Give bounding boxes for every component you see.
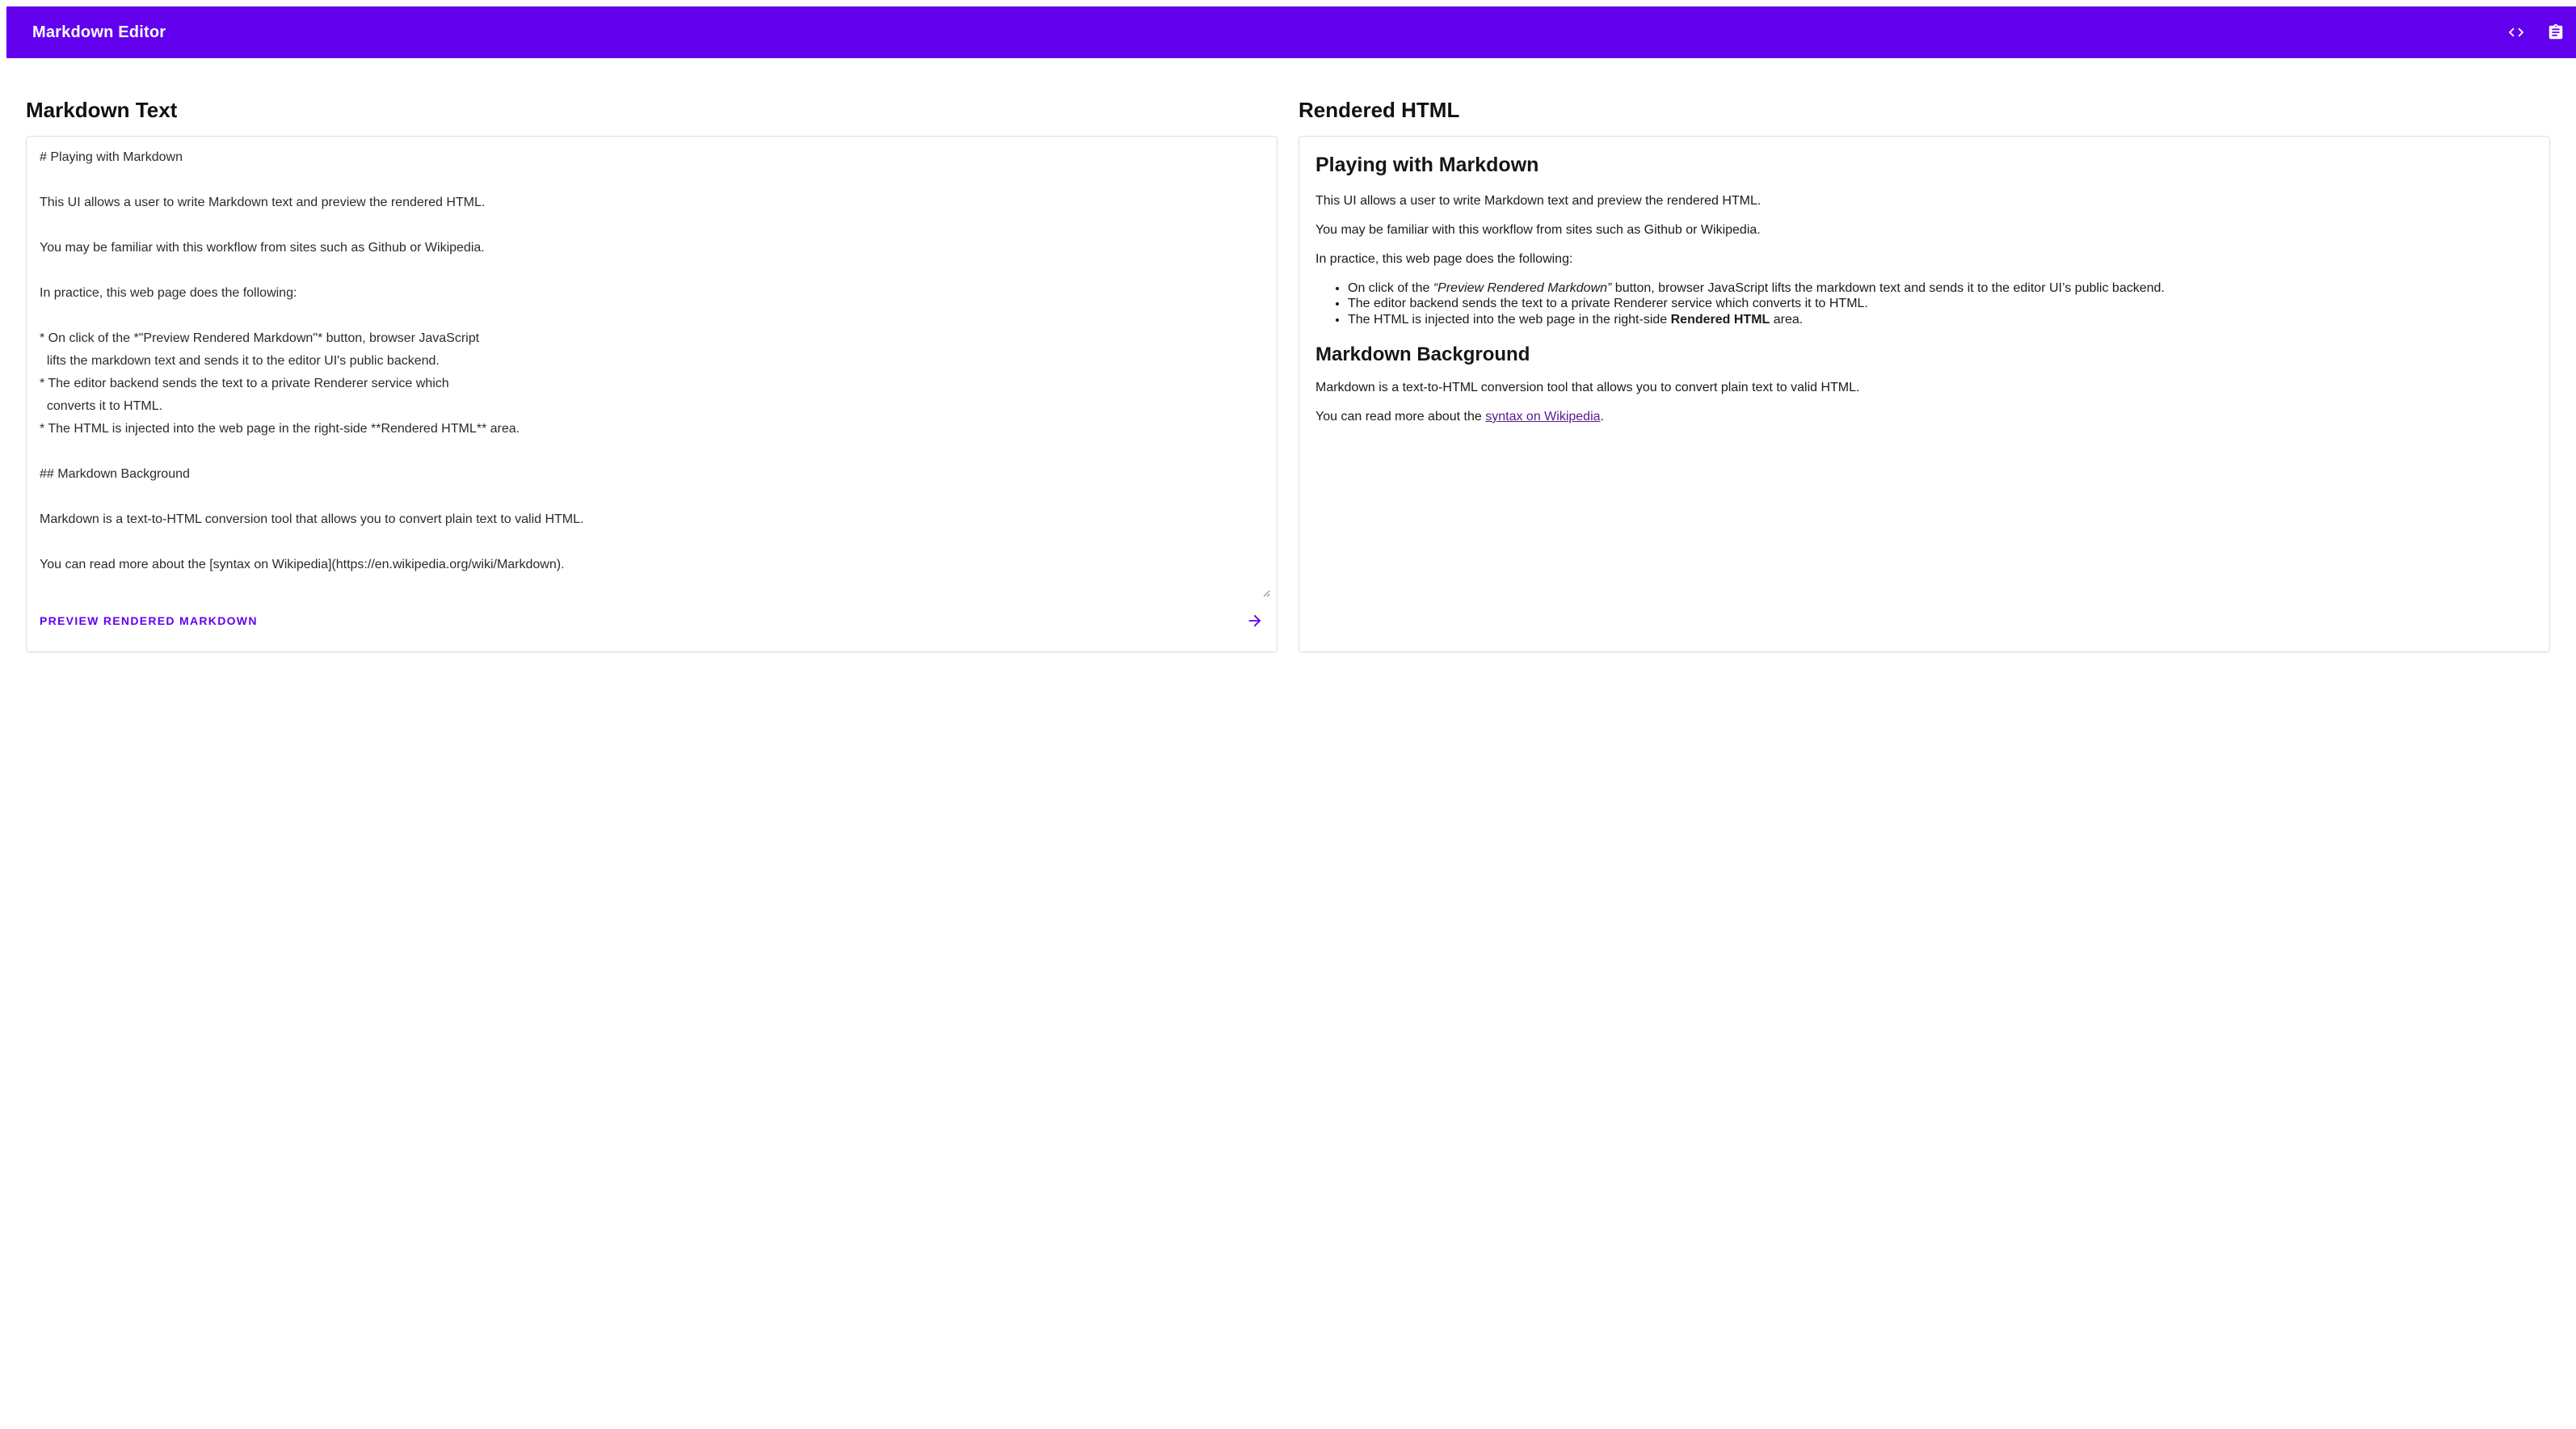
preview-rendered-markdown-button[interactable]: PREVIEW RENDERED MARKDOWN <box>33 608 264 634</box>
content <box>26 58 2550 652</box>
preview-heading: Rendered HTML <box>1299 98 1460 122</box>
clipboard-icon[interactable] <box>2547 23 2565 41</box>
rendered-paragraph: You may be familiar with this workflow from sites such as Github or Wikipedia. <box>1315 223 1761 238</box>
editor-actions <box>33 597 1270 645</box>
markdown-input[interactable] <box>33 143 1270 597</box>
rendered-html-content <box>1315 153 2533 425</box>
editor-heading: Markdown Text <box>26 98 178 122</box>
app-bar <box>6 6 2576 58</box>
bullet-item: • The editor backend sends the text to a private Renderer service which converts it to HTML. <box>1348 296 2533 311</box>
rendered-paragraph: This UI allows a user to write Markdown text and preview the rendered HTML. <box>1315 194 1762 209</box>
app-title: Markdown Editor <box>32 23 166 41</box>
rendered-bullet-list <box>1315 280 2533 327</box>
rendered-h1: Playing with Markdown <box>1315 153 1539 176</box>
rendered-paragraph: Markdown is a text-to-HTML conversion tool that allows you to convert plain text to valid HTML. <box>1315 380 1860 394</box>
preview-column <box>1299 58 2550 652</box>
wikipedia-link[interactable]: syntax on Wikipedia <box>1485 409 1601 424</box>
code-icon[interactable] <box>2507 23 2525 41</box>
app-bar-actions <box>2507 23 2565 41</box>
rendered-h2: Markdown Background <box>1315 343 1530 365</box>
preview-panel <box>1299 136 2550 652</box>
bullet-item: • On click of the “Preview Rendered Markdown” button, browser JavaScript lifts the markdown text and sends it to the editor UI’s public backend. <box>1348 280 2533 296</box>
arrow-forward-icon[interactable] <box>1240 605 1270 636</box>
editor-column <box>26 58 1277 652</box>
rendered-paragraph: In practice, this web page does the following: <box>1315 252 1573 267</box>
editor-panel <box>26 136 1277 652</box>
rendered-paragraph-with-link: You can read more about the syntax on Wikipedia. <box>1315 409 1604 424</box>
bullet-item: • The HTML is injected into the web page in the right-side Rendered HTML area. <box>1348 312 2533 327</box>
